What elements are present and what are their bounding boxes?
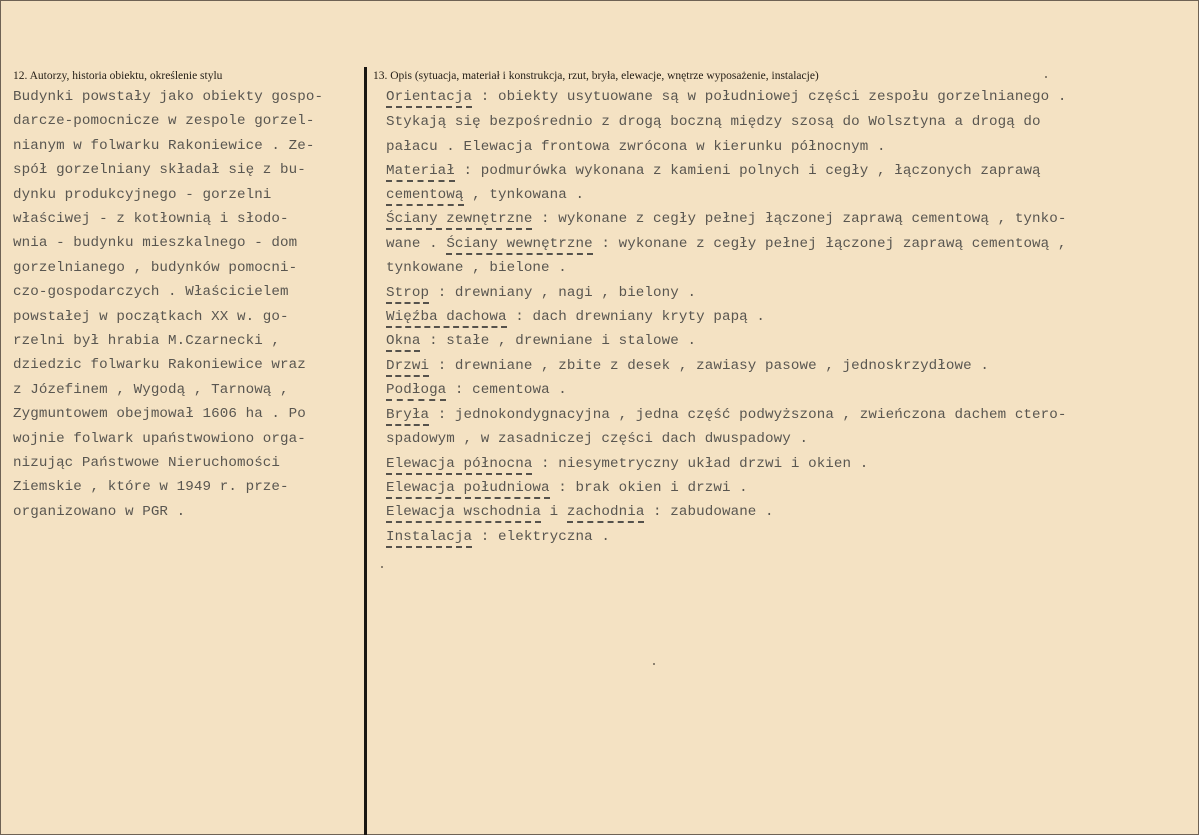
history-line: czo-gospodarczych . Właścicielem (13, 284, 289, 301)
history-line: wnia - budynku mieszkalnego - dom (13, 235, 298, 252)
walls-line-1: Ściany zewnętrzne : wykonane z cegły pełnej łączonej zaprawą cementową , tynko- (386, 211, 1067, 227)
history-line: gorzelnianego , budynków pomocni- (13, 259, 298, 276)
history-line: wojnie folwark upaństwowiono orga- (13, 430, 306, 447)
history-line: właściwej - z kotłownią i słodo- (13, 211, 289, 227)
north-elevation-line: Elewacja północna : niesymetryczny układ drzwi i okien . (386, 456, 868, 472)
orientation-line-2: Stykają się bezpośrednio z drogą boczną między szosą do Wolsztyna a drogą do (386, 114, 1041, 130)
south-elevation-line: Elewacja południowa : brak okien i drzwi . (386, 480, 748, 496)
history-line: organizowano w PGR . (13, 503, 186, 520)
history-line: nizując Państwowe Nieruchomości (13, 455, 281, 471)
history-line: Ziemskie , które w 1949 r. prze- (13, 479, 289, 496)
walls-line-3: tynkowane , bielone . (386, 260, 567, 276)
doors-line: Drzwi : drewniane , zbite z desek , zawiasy pasowe , jednoskrzydłowe . (386, 358, 989, 374)
roof-truss-line: Więźba dachowa : dach drewniany kryty papą . (386, 309, 765, 325)
material-line-2: cementową , tynkowana . (386, 187, 584, 203)
history-line: nianym w folwarku Rakoniewice . Ze- (13, 137, 315, 154)
history-line: rzelni był hrabia M.Czarnecki , (13, 333, 281, 349)
column-divider (364, 67, 367, 835)
history-line: z Józefinem , Wygodą , Tarnową , (13, 381, 289, 398)
material-line-1: Materiał : podmurówka wykonana z kamieni polnych i cegły , łączonych zaprawą (386, 163, 1041, 179)
history-line: darcze-pomocnicze w zespole gorzel- (13, 113, 315, 130)
massing-line-2: spadowym , w zasadniczej części dach dwuspadowy . (386, 431, 809, 447)
section-12-header: 12. Autorzy, historia obiektu, określenie stylu (13, 70, 223, 82)
history-line: dynku produkcyjnego - gorzelni (13, 186, 272, 203)
windows-line: Okna : stałe , drewniane i stalowe . (386, 333, 696, 349)
floor-line: Podłoga : cementowa . (386, 382, 567, 398)
ink-speck (381, 566, 383, 568)
ink-speck (653, 663, 655, 665)
installation-line: Instalacja : elektryczna . (386, 529, 610, 545)
history-line: Budynki powstały jako obiekty gospo- (13, 89, 324, 105)
history-line: Zygmuntowem obejmował 1606 ha . Po (13, 406, 306, 423)
east-west-elevation-line: Elewacja wschodnia i zachodnia : zabudowane . (386, 504, 774, 520)
walls-line-2: wane . Ściany wewnętrzne : wykonane z cegły pełnej łączonej zaprawą cementową , (386, 236, 1067, 252)
ceiling-line: Strop : drewniany , nagi , bielony . (386, 285, 696, 301)
orientation-line-3: pałacu . Elewacja frontowa zwrócona w kierunku północnym . (386, 139, 886, 155)
section-13-header: 13. Opis (sytuacja, materiał i konstrukcja, rzut, bryła, elewacje, wnętrze wyposażenie, instalacje) (373, 70, 819, 82)
ink-speck (1045, 76, 1047, 78)
history-line: spół gorzelniany składał się z bu- (13, 162, 306, 179)
massing-line-1: Bryła : jednokondygnacyjna , jedna część podwyższona , zwieńczona dachem ctero- (386, 407, 1067, 423)
history-line: dziedzic folwarku Rakoniewice wraz (13, 357, 306, 374)
history-line: powstałej w początkach XX w. go- (13, 308, 289, 325)
orientation-line-1: Orientacja : obiekty usytuowane są w południowej części zespołu gorzelnianego . (386, 89, 1067, 105)
